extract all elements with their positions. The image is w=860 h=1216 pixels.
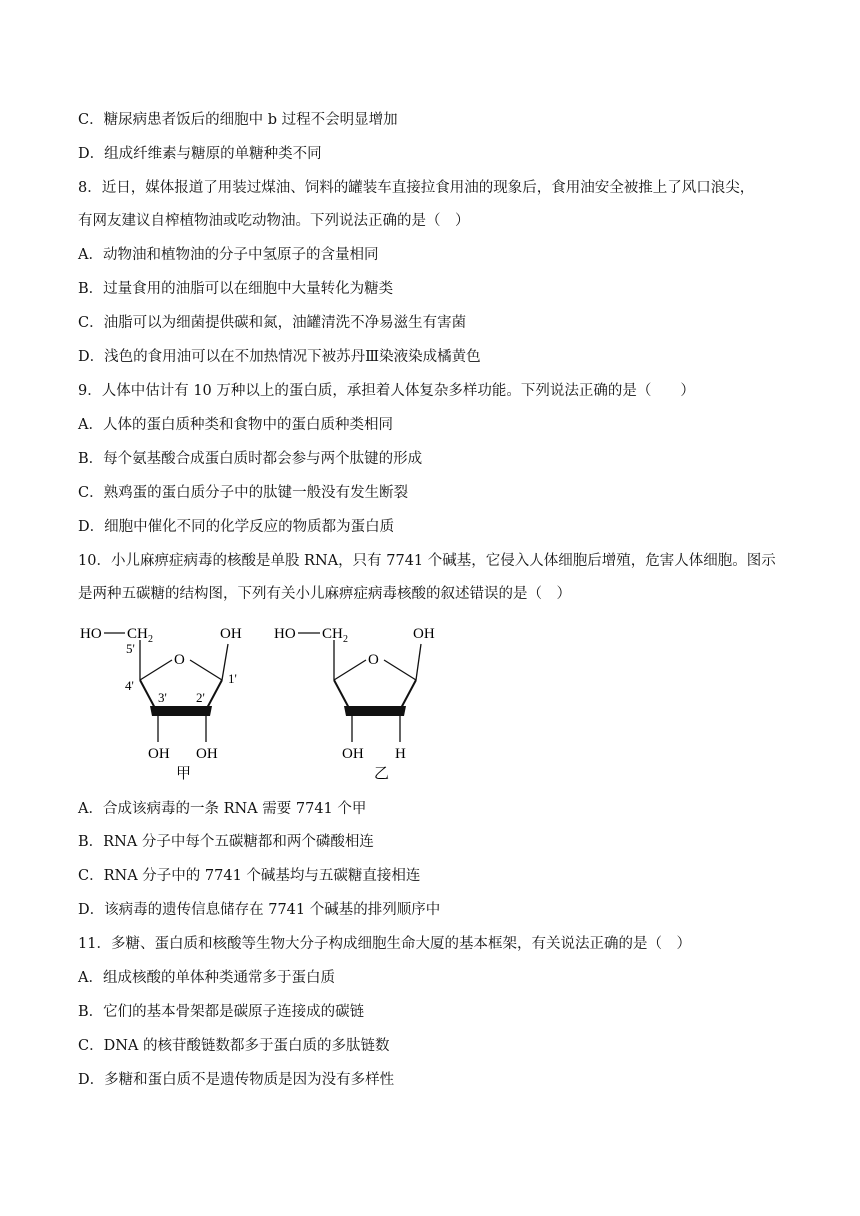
- left-ch2-subscript: 2: [148, 634, 153, 645]
- q8-stem-line1: 8．近日，媒体报道了用装过煤油、饲料的罐装车直接拉食用油的现象后，食用油安全被推上了风口浪尖，: [78, 180, 755, 196]
- left-top-oh: OH: [220, 626, 242, 642]
- ribose-structure: [80, 626, 242, 782]
- pentose-structure-figure: [80, 622, 460, 788]
- q8-option-a: A．动物油和植物油的分子中氢原子的含量相同: [78, 247, 379, 263]
- right-c3-oh: OH: [342, 746, 364, 762]
- right-c4-c3-bond: [334, 680, 350, 710]
- pentose-structures-svg: [80, 622, 460, 784]
- right-c1-oh-bond: [416, 644, 421, 680]
- q9-option-d: D．细胞中催化不同的化学反应的物质都为蛋白质: [78, 519, 395, 535]
- right-c4-o-bond: [334, 660, 366, 680]
- q9-stem: 9．人体中估计有 10 万种以上的蛋白质，承担着人体复杂多样功能。下列说法正确的是（ ）: [78, 383, 695, 399]
- left-ho-label: HO: [80, 626, 102, 642]
- deoxyribose-structure: [274, 626, 435, 782]
- q11-stem: 11．多糖、蛋白质和核酸等生物大分子构成细胞生命大厦的基本框架，有关说法正确的是（ ）: [78, 936, 691, 952]
- q9-option-b: B．每个氨基酸合成蛋白质时都会参与两个肽键的形成: [78, 451, 423, 467]
- left-c2-oh: OH: [196, 746, 218, 762]
- q11-option-a: A．组成核酸的单体种类通常多于蛋白质: [78, 970, 335, 986]
- right-ho-label: HO: [274, 626, 296, 642]
- left-o-c1-bond: [190, 660, 222, 680]
- q8-option-c: C．油脂可以为细菌提供碳和氮，油罐清洗不净易滋生有害菌: [78, 315, 467, 331]
- left-ch2-label: CH: [127, 626, 148, 642]
- left-c2-label: 2': [196, 690, 205, 705]
- q10-option-b: B．RNA 分子中每个五碳糖都和两个磷酸相连: [78, 834, 374, 850]
- right-ring-bold-edge: [344, 706, 406, 716]
- q11-option-d: D．多糖和蛋白质不是遗传物质是因为没有多样性: [78, 1072, 395, 1088]
- q9-option-a: A．人体的蛋白质种类和食物中的蛋白质种类相同: [78, 417, 393, 433]
- left-c4-o-bond: [140, 660, 172, 680]
- q10-stem-line1: 10．小儿麻痹症病毒的核酸是单股 RNA，只有 7741 个碱基，它侵入人体细胞后增殖，危害人体细胞。图示: [78, 553, 776, 569]
- q8-option-b: B．过量食用的油脂可以在细胞中大量转化为糖类: [78, 281, 394, 297]
- right-c2-h: H: [395, 746, 406, 762]
- q9-option-c: C．熟鸡蛋的蛋白质分子中的肽键一般没有发生断裂: [78, 485, 409, 501]
- q7-option-d: D．组成纤维素与糖原的单糖种类不同: [78, 146, 322, 162]
- left-c1-c2-bond: [206, 680, 222, 710]
- left-c3-label: 3': [158, 690, 167, 705]
- q11-option-c: C．DNA 的核苷酸链数都多于蛋白质的多肽链数: [78, 1038, 390, 1054]
- q10-option-d: D．该病毒的遗传信息储存在 7741 个碱基的排列顺序中: [78, 902, 441, 918]
- left-ring-oxygen: O: [174, 652, 185, 668]
- q10-option-a: A．合成该病毒的一条 RNA 需要 7741 个甲: [78, 801, 367, 817]
- q11-option-b: B．它们的基本骨架都是碳原子连接成的碳链: [78, 1004, 365, 1020]
- q10-option-c: C．RNA 分子中的 7741 个碱基均与五碳糖直接相连: [78, 868, 421, 884]
- right-c1-c2-bond: [400, 680, 416, 710]
- q8-option-d: D．浅色的食用油可以在不加热情况下被苏丹Ⅲ染液染成橘黄色: [78, 349, 481, 365]
- q7-option-c: C．糖尿病患者饭后的细胞中 b 过程不会明显增加: [78, 112, 398, 128]
- right-ring-oxygen: O: [368, 652, 379, 668]
- right-top-oh: OH: [413, 626, 435, 642]
- left-c4-c3-bond: [140, 680, 156, 710]
- q10-stem-line2: 是两种五碳糖的结构图，下列有关小儿麻痹症病毒核酸的叙述错误的是（ ）: [78, 586, 571, 602]
- right-ch2-label: CH: [322, 626, 343, 642]
- left-c5-label: 5': [126, 641, 135, 656]
- q8-stem-line2: 有网友建议自榨植物油或吃动物油。下列说法正确的是（ ）: [78, 213, 470, 229]
- left-caption: 甲: [176, 766, 192, 782]
- left-ring-bold-edge: [150, 706, 212, 716]
- right-caption: 乙: [374, 766, 390, 782]
- left-c1-label: 1': [228, 671, 237, 686]
- right-ch2-subscript: 2: [343, 634, 348, 645]
- right-o-c1-bond: [384, 660, 416, 680]
- left-c3-oh: OH: [148, 746, 170, 762]
- left-c4-label: 4': [125, 678, 134, 693]
